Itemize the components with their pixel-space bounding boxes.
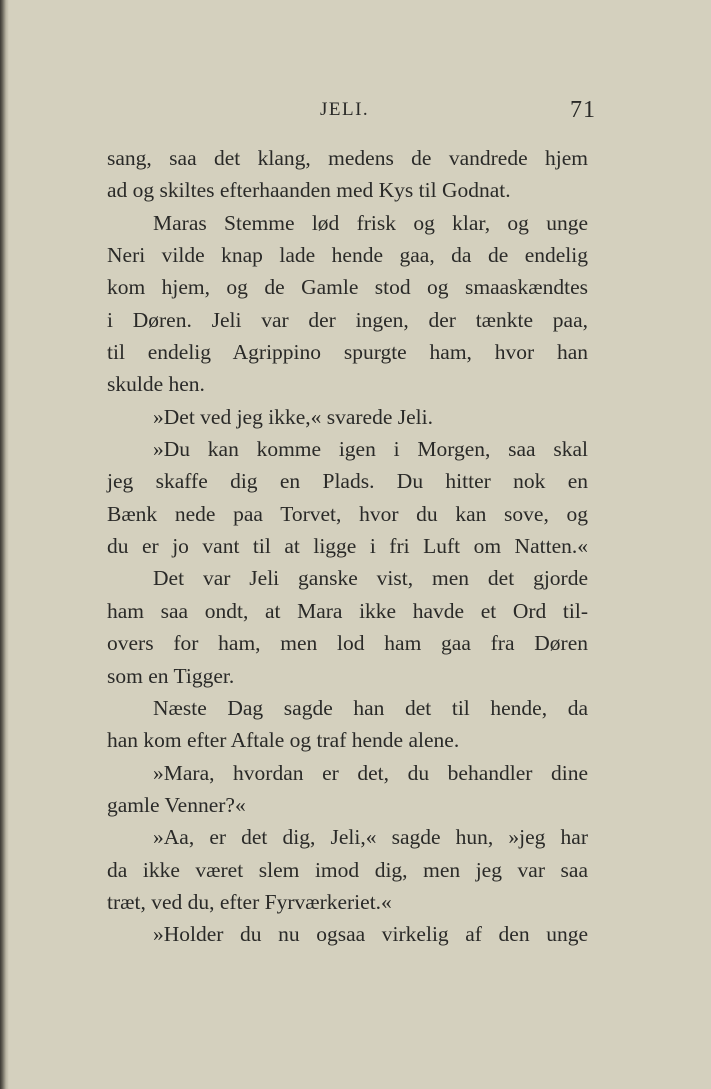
- text-line: Det var Jeli ganske vist, men det gjorde: [153, 566, 588, 591]
- text-line: Neri vilde knap lade hende gaa, da de endelig: [107, 243, 588, 268]
- page-number: 71: [570, 97, 596, 123]
- text-line: ham saa ondt, at Mara ikke havde et Ord til-: [107, 598, 588, 623]
- running-head-title: JELI.: [320, 99, 370, 120]
- text-line: »Du kan komme igen i Morgen, saa skal: [153, 437, 588, 462]
- text-line: Bænk nede paa Torvet, hvor du kan sove, og: [107, 501, 588, 526]
- text-line: ad og skiltes efterhaanden med Kys til Godnat.: [107, 178, 511, 203]
- text-line: som en Tigger.: [107, 663, 235, 688]
- text-line: jeg skaffe dig en Plads. Du hitter nok en: [107, 469, 588, 494]
- running-head: [106, 97, 596, 127]
- text-line: gamle Venner?«: [107, 792, 246, 817]
- text-line: han kom efter Aftale og traf hende alene.: [107, 728, 460, 753]
- book-binding-edge: [0, 0, 9, 1089]
- text-line: »Aa, er det dig, Jeli,« sagde hun, »jeg har: [153, 825, 588, 850]
- text-line: overs for ham, men lod ham gaa fra Døren: [107, 631, 588, 656]
- text-line: du er jo vant til at ligge i fri Luft om Natten.«: [107, 534, 588, 559]
- text-line: kom hjem, og de Gamle stod og smaaskændtes: [107, 275, 588, 300]
- text-line: skulde hen.: [107, 372, 205, 397]
- text-line: i Døren. Jeli var der ingen, der tænkte paa,: [107, 307, 588, 332]
- text-line: til endelig Agrippino spurgte ham, hvor han: [107, 340, 588, 365]
- text-line: da ikke været slem imod dig, men jeg var saa: [107, 857, 588, 882]
- text-line: »Holder du nu ogsaa virkelig af den unge: [153, 922, 588, 947]
- text-line: Næste Dag sagde han det til hende, da: [153, 695, 588, 720]
- text-line: Maras Stemme lød frisk og klar, og unge: [153, 210, 588, 235]
- text-line: sang, saa det klang, medens de vandrede hjem: [107, 146, 588, 170]
- text-line: »Det ved jeg ikke,« svarede Jeli.: [153, 404, 434, 429]
- text-line: »Mara, hvordan er det, du behandler dine: [153, 760, 588, 785]
- text-line: træt, ved du, efter Fyrværkeriet.«: [107, 889, 392, 914]
- body-text: [107, 142, 588, 951]
